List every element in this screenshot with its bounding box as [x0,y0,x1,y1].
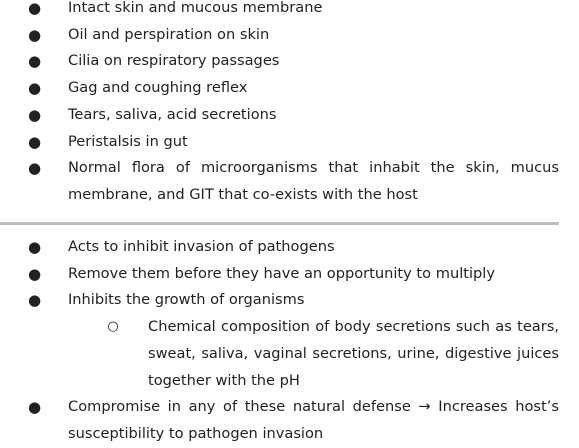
list-item [0,155,579,208]
bullet-icon: ● [28,159,42,178]
bullet-icon: ● [28,79,42,98]
hollow-bullet-icon: ○ [107,319,119,335]
list-item [0,48,579,75]
list-item-text: Peristalsis in gut [68,132,188,150]
bullet-icon: ● [28,0,42,17]
list-item [0,75,579,102]
defense-functions-list [0,234,579,448]
section-divider [0,222,559,225]
list-item [0,22,579,49]
natural-defenses-list [0,0,579,209]
bullet-icon: ● [28,238,42,256]
list-item [0,287,579,314]
bullet-icon: ● [28,291,42,310]
bullet-icon: ● [28,52,42,71]
list-item-text: Compromise in any of these natural defense → Increases host’s susceptibility to pathogen invasion [68,398,559,442]
bullet-icon: ● [28,398,42,417]
bullet-icon: ● [28,132,42,151]
list-item-text: Intact skin and mucous membrane [68,0,323,16]
bullet-icon: ● [28,25,42,44]
list-item-text: Gag and coughing reflex [68,79,248,97]
sub-list-item [0,314,579,394]
bullet-icon: ● [28,105,42,124]
bullet-icon: ● [28,264,42,283]
list-item [0,261,579,288]
list-item [0,102,579,129]
list-item [0,234,579,261]
list-item-text: Inhibits the growth of organisms [68,291,305,309]
list-item [0,0,579,22]
list-item-text: Cilia on respiratory passages [68,52,280,70]
list-item [0,394,579,447]
list-item [0,129,579,156]
list-item-text: Tears, saliva, acid secretions [68,105,277,123]
list-item-text: Remove them before they have an opportunity to multiply [68,264,495,282]
list-item-text: Acts to inhibit invasion of pathogens [68,238,335,255]
sub-list-item-text: Chemical composition of body secretions such as tears, sweat, saliva, vaginal secretions, urine, digestive juices together with the pH [148,318,559,389]
list-item-text: Normal flora of microorganisms that inhabit the skin, mucus membrane, and GIT that co-exists with the host [68,159,559,203]
list-item-text: Oil and perspiration on skin [68,25,270,43]
